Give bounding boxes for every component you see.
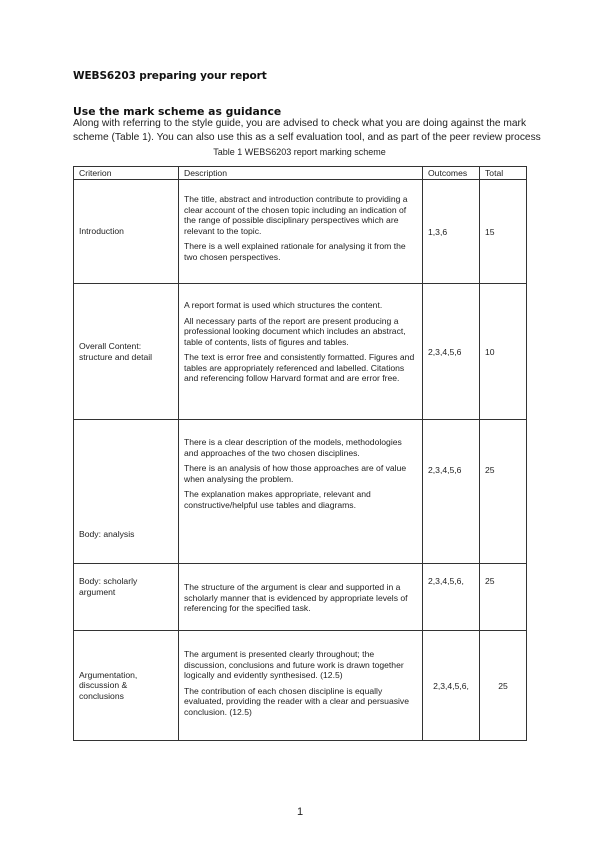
intro-paragraph: Along with referring to the style guide, you are advised to check what you are doing against the mark scheme (Table 1). You can also use this as a self evaluation tool, and as part of the peer review process — [73, 118, 541, 143]
page-number: 1 — [296, 806, 304, 818]
header-outcomes: Outcomes — [423, 167, 480, 180]
header-total: Total — [480, 167, 527, 180]
outcomes-cell: 2,3,4,5,6, — [423, 631, 480, 741]
criterion-cell: Overall Content: structure and detail — [74, 284, 179, 420]
description-paragraph: The contribution of each chosen discipline is equally evaluated, providing the reader with a clear and persuasive conclusion. (12.5) — [184, 685, 410, 717]
criterion-cell: Body: scholarly argument — [74, 564, 179, 631]
total-cell: 10 — [480, 284, 527, 420]
description-cell — [179, 284, 423, 420]
description-paragraph: There is an analysis of how those approaches are of value when analysing the problem. — [184, 463, 407, 484]
criterion-cell: Body: analysis — [74, 420, 179, 564]
criterion-cell: Argumentation, discussion & conclusions — [74, 631, 179, 741]
table-row — [74, 420, 527, 564]
table-caption: Table 1 WEBS6203 report marking scheme — [213, 147, 386, 157]
table-row — [74, 180, 527, 284]
total-cell: 25 — [480, 631, 527, 741]
description-cell — [179, 564, 423, 631]
outcomes-cell: 2,3,4,5,6 — [423, 284, 480, 420]
description-paragraph: The explanation makes appropriate, relevant and constructive/helpful use tables and diagrams. — [184, 489, 371, 510]
description-paragraph: A report format is used which structures the content. — [184, 300, 383, 310]
description-paragraph: The text is error free and consistently formatted. Figures and tables are appropriately referenced and labelled. Citations and referencing follow Harvard format and are error free. — [184, 352, 415, 383]
criterion-cell: Introduction — [74, 180, 179, 284]
description-cell — [179, 631, 423, 741]
table-row — [74, 631, 527, 741]
outcomes-cell: 2,3,4,5,6, — [423, 564, 480, 631]
description-paragraph: There is a clear description of the models, methodologies and approaches of the two chosen disciplines. — [184, 437, 402, 458]
table-row — [74, 564, 527, 631]
document-title: WEBS6203 preparing your report — [73, 70, 267, 82]
description-paragraph: All necessary parts of the report are present producing a professional looking document which includes an abstract, table of contents, lists of figures and tables. — [184, 315, 406, 347]
outcomes-cell: 1,3,6 — [423, 180, 480, 284]
description-paragraph: The argument is presented clearly throughout; the discussion, conclusions and future work is drawn together logically and evidently synthesised. (12.5) — [184, 649, 404, 680]
description-cell — [179, 420, 423, 564]
section-heading: Use the mark scheme as guidance — [73, 105, 282, 118]
total-cell: 25 — [480, 564, 527, 631]
header-criterion: Criterion — [74, 167, 179, 180]
description-paragraph: The title, abstract and introduction contribute to providing a clear account of the chosen topic including an indication of the range of possible disciplinary perspectives which are relevant to the topic. — [184, 194, 408, 236]
outcomes-cell: 2,3,4,5,6 — [423, 420, 480, 564]
header-description: Description — [179, 167, 423, 180]
table-header-row — [74, 167, 527, 180]
total-cell: 15 — [480, 180, 527, 284]
description-paragraph: There is a well explained rationale for analysing it from the two chosen perspectives. — [184, 241, 406, 262]
table-row — [74, 284, 527, 420]
description-paragraph: The structure of the argument is clear and supported in a scholarly manner that is evidenced by appropriate levels of referencing for the specified task. — [184, 582, 408, 613]
marking-scheme-table — [73, 166, 527, 741]
total-cell: 25 — [480, 420, 527, 564]
description-cell — [179, 180, 423, 284]
